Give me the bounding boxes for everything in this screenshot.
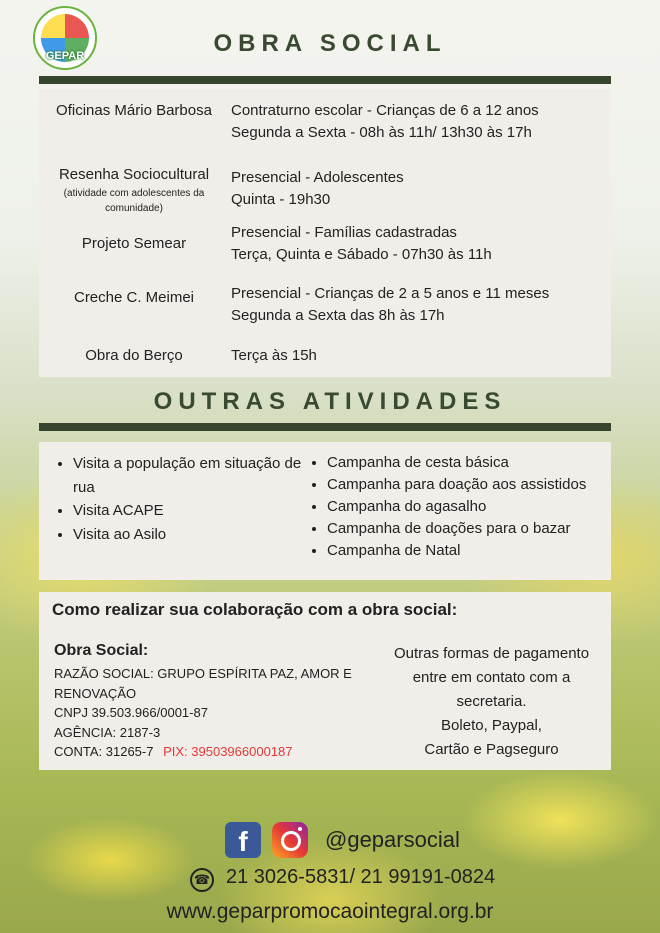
page-title: OBRA SOCIAL <box>213 30 447 57</box>
phone-icon: ☎ <box>190 868 214 892</box>
program-info <box>231 283 549 327</box>
program-line: Segunda a Sexta - 08h às 11h/ 13h30 às 17h <box>231 124 532 141</box>
facebook-icon[interactable]: f <box>225 822 261 858</box>
program-info <box>231 167 404 211</box>
program-line: Presencial - Crianças de 2 a 5 anos e 11 meses <box>231 285 550 302</box>
activities-panel <box>39 442 611 580</box>
conta-line <box>54 742 354 762</box>
collaboration-panel <box>39 592 611 770</box>
program-title: Resenha Sociocultural <box>58 166 210 183</box>
list-item: • Visita ACAPE <box>73 500 313 522</box>
activities-right-list <box>307 452 627 562</box>
section-title-other: OUTRAS ATIVIDADES <box>153 388 507 415</box>
programs-panel <box>39 89 611 377</box>
program-line: Terça, Quinta e Sábado - 07h30 às 11h <box>231 246 492 263</box>
program-info <box>231 100 539 144</box>
program-line: Presencial - Famílias cadastradas <box>231 224 457 241</box>
program-name: Projeto Semear <box>81 235 187 252</box>
activities-left-list <box>53 452 313 546</box>
conta: CONTA: 31265-7 <box>54 744 154 759</box>
program-name <box>39 164 229 216</box>
section-divider <box>39 423 611 431</box>
program-name: Creche C. Meimei <box>73 289 195 306</box>
razao-social: RAZÃO SOCIAL: GRUPO ESPÍRITA PAZ, AMOR E RENOVAÇÃO <box>54 666 352 701</box>
program-line: Contraturno escolar - Crianças de 6 a 12 anos <box>231 102 539 119</box>
list-item: • Campanha de cesta básica <box>327 452 627 474</box>
bank-details <box>54 642 354 762</box>
list-item: • Campanha para doação aos assistidos <box>327 474 627 496</box>
other-payment: Outras formas de pagamento entre em contato com a secretaria. <box>393 645 590 710</box>
payment-methods <box>384 714 599 762</box>
program-name: Obra do Berço <box>85 347 183 364</box>
pix: PIX: 39503966000187 <box>163 744 293 759</box>
instagram-icon[interactable] <box>272 822 308 858</box>
program-info <box>231 222 492 266</box>
list-item: • Visita a população em situação de rua <box>73 452 313 500</box>
program-line: Presencial - Adolescentes <box>231 169 404 186</box>
phone-numbers: 21 3026-5831/ 21 99191-0824 <box>226 866 496 888</box>
agencia: AGÊNCIA: 2187-3 <box>54 724 161 740</box>
list-item: • Campanha de doações para o bazar <box>327 518 627 540</box>
program-line: Segunda a Sexta das 8h às 17h <box>231 307 445 324</box>
collaboration-heading: Como realizar sua colaboração com a obra social: <box>52 600 458 619</box>
payment-methods-line: Cartão e Pagseguro <box>424 741 559 758</box>
title-divider <box>39 76 611 84</box>
list-item: • Campanha do agasalho <box>327 496 627 518</box>
program-info <box>231 345 317 367</box>
logo-text: GEPAR <box>45 50 85 62</box>
bank-subheading: Obra Social: <box>54 642 149 659</box>
payment-methods-line: Boleto, Paypal, <box>441 717 542 734</box>
program-name: Oficinas Mário Barbosa <box>56 102 212 119</box>
program-line: Quinta - 19h30 <box>231 191 331 208</box>
list-item: • Campanha de Natal <box>327 540 627 562</box>
program-line: Terça às 15h <box>231 347 317 364</box>
list-item: • Visita ao Asilo <box>73 524 313 546</box>
website-link[interactable]: www.geparpromocaointegral.org.br <box>166 900 494 923</box>
social-handle[interactable]: @geparsocial <box>325 827 460 852</box>
cnpj: CNPJ 39.503.966/0001-87 <box>54 705 208 720</box>
program-note: (atividade com adolescentes da comunidade) <box>63 188 205 214</box>
